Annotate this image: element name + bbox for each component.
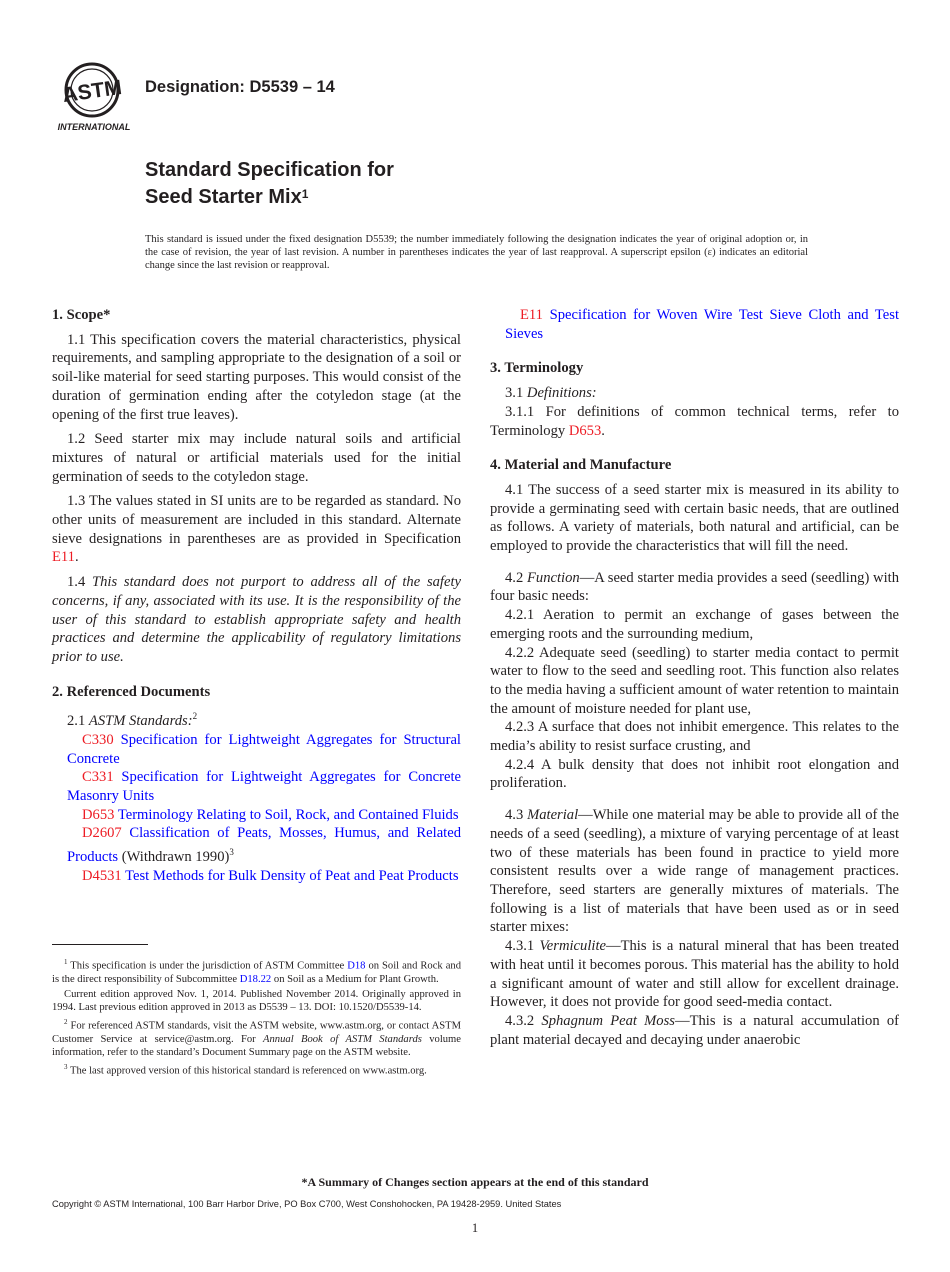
page-number: 1 (471, 1221, 479, 1235)
para-4-3-text: —While one material may be able to provide all of the needs of a seed (seedling), a mixture of varying percentage of at least two of these materials has been found in practice to yield more consistent results over a wide range of management practices. Therefore, seed starters are generally mixtures of materials. The following is a list of materials that have been used as or in seed starter mixes: (490, 807, 899, 936)
ref-title[interactable]: Specification for Woven Wire Test Sieve Cloth and Test Sieves (505, 307, 900, 342)
para-2-1-label: ASTM Standards: (88, 713, 193, 730)
astm-logo-graphic (52, 60, 136, 134)
ref-item[interactable] (52, 806, 461, 825)
footnote-2-sup: 2 (64, 1018, 68, 1027)
section-1-heading: 1. Scope* (52, 307, 111, 323)
footnote-1-sup: 1 (64, 958, 68, 966)
ref-code[interactable]: D4531 (82, 867, 122, 884)
footnote-3-text: The last approved version of this historical standard is referenced on www.astm.org. (69, 1066, 427, 1078)
link-d18-22[interactable]: D18.22 (239, 973, 272, 985)
para-1-4-num: 1.4 (67, 574, 86, 591)
title-footnote-marker: 1 (301, 187, 309, 201)
para-1-4-text: This standard does not purport to address all of the safety concerns, if any, associated with its use. It is the responsibility of the user of this standard to establish appropriate safety and health practices and determine the applicability of regulatory limitations prior to use. (52, 574, 461, 665)
ref-title[interactable]: Specification for Lightweight Aggregates for Structural Concrete (67, 731, 461, 767)
para-4-3-1-num: 4.3.1 (505, 938, 535, 955)
para-4-1: 4.1 The success of a seed starter mix is measured in its ability to provide a germinating seed with certain basic needs, that are outlined as follows. A variety of materials, both natural and artificial, can be employed to provide the characteristics that will fill the need. (490, 481, 899, 555)
footnote-1-c: on Soil as a Medium for Plant Growth. (273, 973, 439, 985)
footnote-2-italic: Annual Book of ASTM Standards (263, 1034, 422, 1046)
title-line-1: Standard Specification for (145, 159, 394, 181)
para-4-3-1 (490, 937, 899, 1012)
footnote-2 (52, 1016, 461, 1059)
ref-item[interactable] (490, 306, 899, 343)
footnote-2-a: For referenced ASTM standards, visit the ASTM website, www.astm.org, or contact ASTM Customer Service at service@astm.org. For (52, 1020, 462, 1046)
ref-title[interactable]: Specification for Lightweight Aggregates for Concrete Masonry Units (67, 769, 461, 805)
ref-item[interactable] (52, 731, 461, 768)
para-3-1 (490, 384, 899, 403)
footnote-2-b: volume information, refer to the standard’s Document Summary page on the ASTM website. (52, 1034, 461, 1059)
para-3-1-1 (490, 403, 899, 440)
ref-suffix: (Withdrawn 1990) (118, 849, 230, 865)
para-4-2-4: 4.2.4 A bulk density that does not inhibit root elongation and proliferation. (490, 756, 899, 792)
intro-paragraph: This standard is issued under the fixed designation D5539; the number immediately following the designation indicates the year of original adoption or, in the case of revision, the year of last revision. A number in parentheses indicates the year of last reapproval. A superscript epsilon (ε) indicates an editorial change since the last revision or reapproval. (145, 234, 808, 272)
para-3-1-1-text: 3.1.1 For definitions of common technical terms, refer to Terminology (490, 403, 899, 439)
para-1-2: 1.2 Seed starter mix may include natural soils and artificial mixtures of natural or artificial materials used for the initial germination of seeds to the cotyledon stage. (52, 431, 461, 485)
para-4-3-2-label: Sphagnum Peat Moss (541, 1012, 675, 1029)
para-1-4 (52, 573, 461, 667)
para-1-1: 1.1 This specification covers the material characteristics, physical requirements, and sampling appropriate to the designation of a soil or soil-like material for seed starting purposes. This would consist of the duration of germination ending after the cotyledon stage (at the opening of the first true leaves). (52, 331, 461, 423)
footnotes (52, 956, 461, 1080)
ref-code[interactable]: C330 (82, 731, 114, 748)
page-title (145, 157, 394, 211)
left-column (52, 306, 461, 885)
footnote-1 (52, 956, 461, 986)
para-4-2-3: 4.2.3 A surface that does not inhibit emergence. This relates to the media’s ability to resist surface crusting, and (490, 719, 899, 755)
ref-code[interactable]: C331 (82, 769, 114, 786)
para-4-3-2 (490, 1012, 899, 1049)
section-2-heading: 2. Referenced Documents (52, 683, 211, 700)
para-2-1-num: 2.1 (67, 713, 86, 730)
footnote-3 (52, 1061, 461, 1078)
link-e11[interactable]: E11 (52, 549, 75, 566)
para-3-1-label: Definitions: (526, 385, 597, 402)
para-4-2-text: —A seed starter media provides a seed (seedling) with four basic needs: (490, 569, 899, 605)
svg-text:ASTM: ASTM (61, 75, 124, 108)
para-2-1-sup: 2 (192, 711, 198, 722)
para-1-3-end: . (74, 549, 79, 566)
para-3-1-num: 3.1 (505, 385, 524, 402)
footnote-3-sup: 3 (64, 1063, 68, 1072)
astm-logo (52, 60, 136, 134)
link-d653[interactable]: D653 (568, 422, 602, 439)
designation-label: Designation: D5539 (145, 78, 299, 96)
footnote-rule (52, 944, 148, 945)
para-4-2-1: 4.2.1 Aeration to permit an exchange of gases between the emerging roots and the surrounding medium, (490, 607, 899, 642)
para-1-3 (52, 492, 461, 567)
para-4-2-num: 4.2 (505, 569, 524, 586)
link-d18[interactable]: D18 (347, 960, 366, 972)
ref-item[interactable] (52, 867, 461, 886)
ref-title[interactable]: Terminology Relating to Soil, Rock, and Contained Fluids (117, 806, 459, 823)
para-1-3-text: 1.3 The values stated in SI units are to be regarded as standard. No other units of measurement are included in this standard. Alternate sieve designations in parentheses are as provided in Specification (52, 493, 461, 547)
para-4-3 (490, 806, 899, 937)
para-4-2-2: 4.2.2 Adequate seed (seedling) to starter media contact to permit water to flow to the seed and seedling root. This function also relates to the media having a sufficient amount of water retention to maintain the amount of moisture needed for plant use, (490, 644, 899, 717)
section-4-heading: 4. Material and Manufacture (490, 457, 672, 474)
para-4-3-label: Material (527, 807, 579, 824)
ref-code[interactable]: D653 (82, 806, 115, 823)
title-line-2-text: Seed Starter Mix (145, 186, 302, 208)
para-3-1-1-end: . (601, 422, 605, 439)
ref-title[interactable]: Test Methods for Bulk Density of Peat and Peat Products (125, 867, 459, 884)
designation-year: 14 (316, 78, 335, 96)
ref-code[interactable]: E11 (520, 307, 543, 323)
para-4-3-2-text: —This is a natural accumulation of plant material decayed and decaying under anaerobic (490, 1012, 899, 1048)
para-2-1 (52, 707, 461, 731)
para-4-3-1-text: —This is a natural mineral that has been treated with heat until it becomes porous. This material has the ability to hold a significant amount of water and still allow for excellent drainage. However, it does not provide for good seed-media contact. (490, 938, 899, 1011)
para-4-3-1-label: Vermiculite (539, 938, 606, 955)
svg-text:INTERNATIONAL: INTERNATIONAL (57, 122, 131, 132)
designation-dash: – (302, 78, 317, 96)
ref-sup: 3 (229, 847, 234, 858)
ref-code[interactable]: D2607 (82, 825, 122, 842)
copyright: Copyright © ASTM International, 100 Barr Harbor Drive, PO Box C700, West Conshohocken, PA 19428-2959. United States (52, 1199, 562, 1209)
right-column (490, 306, 899, 1049)
para-4-3-num: 4.3 (505, 807, 524, 824)
footnote-current-edition: Current edition approved Nov. 1, 2014. Published November 2014. Originally approved in 1994. Last previous edition approved in 2013 as D5539 – 13. DOI: 10.1520/D5539-14. (52, 988, 461, 1014)
para-4-2-label: Function (527, 569, 580, 586)
footnote-1-a: This specification is under the jurisdiction of ASTM Committee (70, 960, 345, 972)
summary-of-changes-note: *A Summary of Changes section appears at the end of this standard (301, 1175, 649, 1189)
title-line-2 (145, 184, 394, 211)
para-4-3-2-num: 4.3.2 (505, 1012, 535, 1029)
ref-item[interactable] (52, 824, 461, 866)
ref-title[interactable]: Classification of Peats, Mosses, Humus, and Related Products (67, 825, 461, 865)
ref-item[interactable] (52, 768, 461, 805)
para-4-2 (490, 569, 899, 606)
designation (145, 78, 335, 97)
footnote-1-b: on Soil and Rock and is the direct responsibility of Subcommittee (52, 960, 461, 985)
section-3-heading: 3. Terminology (490, 360, 584, 377)
